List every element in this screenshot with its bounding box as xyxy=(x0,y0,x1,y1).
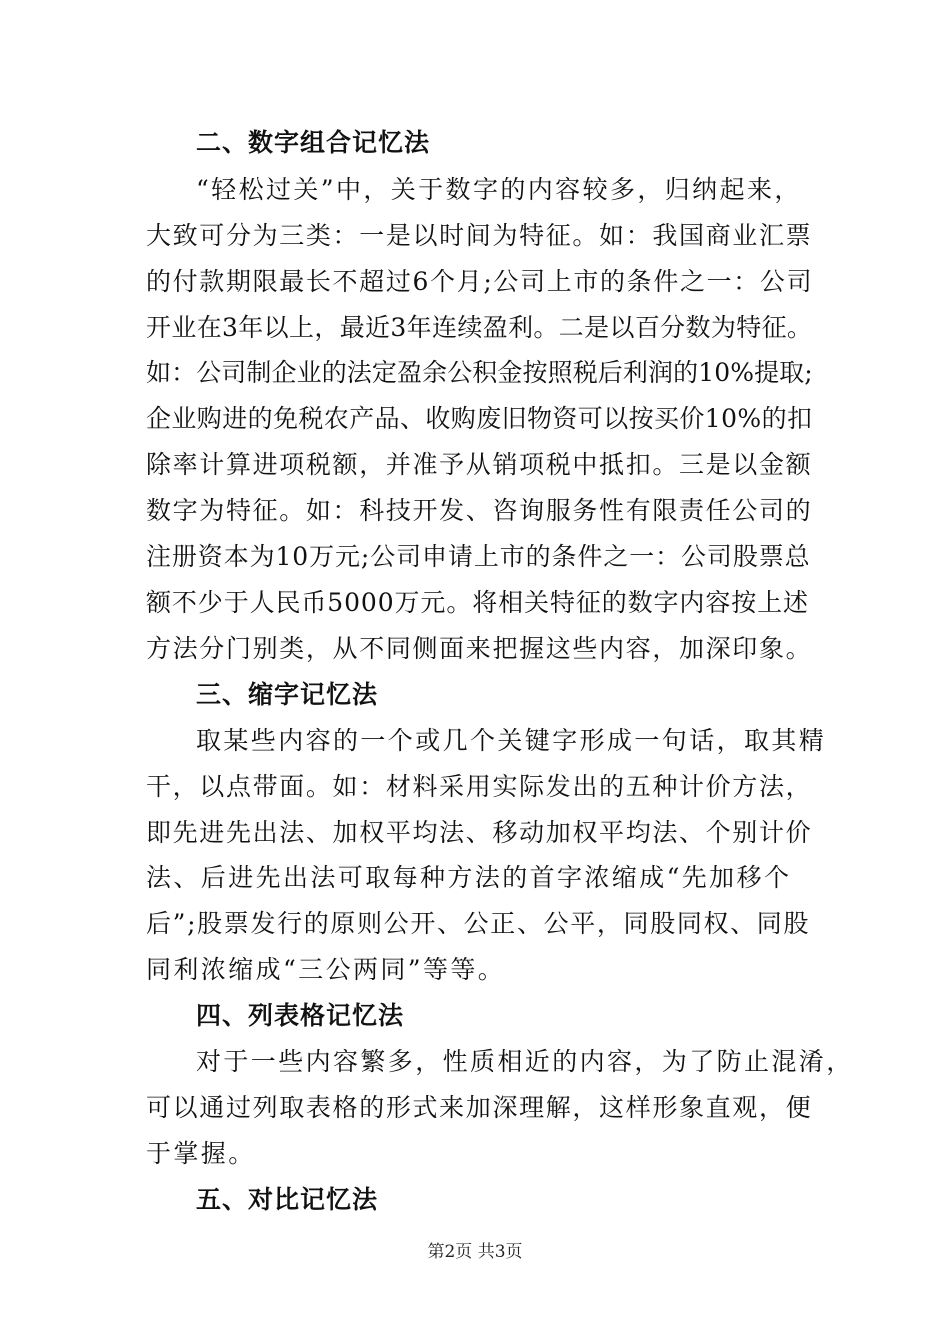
paragraph-line: 即先进先出法、加权平均法、移动加权平均法、个别计价 xyxy=(146,818,813,847)
paragraph-line: 方法分门别类，从不同侧面来把握这些内容，加深印象。 xyxy=(146,634,813,663)
paragraph-line: 大致可分为三类：一是以时间为特征。如：我国商业汇票 xyxy=(146,221,813,250)
paragraph-line: 注册资本为10万元;公司申请上市的条件之一：公司股票总 xyxy=(146,542,811,571)
paragraph-line: 开业在3年以上，最近3年连续盈利。二是以百分数为特征。 xyxy=(146,313,813,342)
paragraph-line: 法、后进先出法可取每种方法的首字浓缩成“先加移个 xyxy=(146,863,792,892)
paragraph-line: 数字为特征。如：科技开发、咨询服务性有限责任公司的 xyxy=(146,496,813,525)
page-number-footer: 第2页 共3页 xyxy=(427,1242,523,1262)
paragraph-line: 取某些内容的一个或几个关键字形成一句话，取其精 xyxy=(196,726,827,755)
paragraph-line: “轻松过关”中，关于数字的内容较多，归纳起来， xyxy=(196,175,802,204)
section-heading: 三、缩字记忆法 xyxy=(196,680,379,709)
paragraph-line: 除率计算进项税额，并准予从销项税中抵扣。三是以金额 xyxy=(146,450,813,479)
paragraph-line: 对于一些内容繁多，性质相近的内容，为了防止混淆， xyxy=(196,1047,854,1076)
section-heading: 二、数字组合记忆法 xyxy=(196,128,431,157)
paragraph-line: 干，以点带面。如：材料采用实际发出的五种计价方法， xyxy=(146,772,813,801)
section-heading: 五、对比记忆法 xyxy=(196,1185,379,1214)
paragraph-line: 同利浓缩成“三公两同”等等。 xyxy=(146,955,506,984)
section-heading: 四、列表格记忆法 xyxy=(196,1001,405,1030)
paragraph-line: 如：公司制企业的法定盈余公积金按照税后利润的10%提取; xyxy=(146,358,813,387)
paragraph-line: 企业购进的免税农产品、收购废旧物资可以按买价10%的扣 xyxy=(146,404,813,433)
paragraph-line: 后”;股票发行的原则公开、公正、公平，同股同权、同股 xyxy=(146,909,811,938)
paragraph-line: 额不少于人民币5000万元。将相关特征的数字内容按上述 xyxy=(146,588,809,617)
paragraph-line: 可以通过列取表格的形式来加深理解，这样形象直观，便 xyxy=(146,1093,813,1122)
paragraph-line: 于掌握。 xyxy=(146,1139,256,1168)
paragraph-line: 的付款期限最长不超过6个月;公司上市的条件之一：公司 xyxy=(146,267,814,296)
